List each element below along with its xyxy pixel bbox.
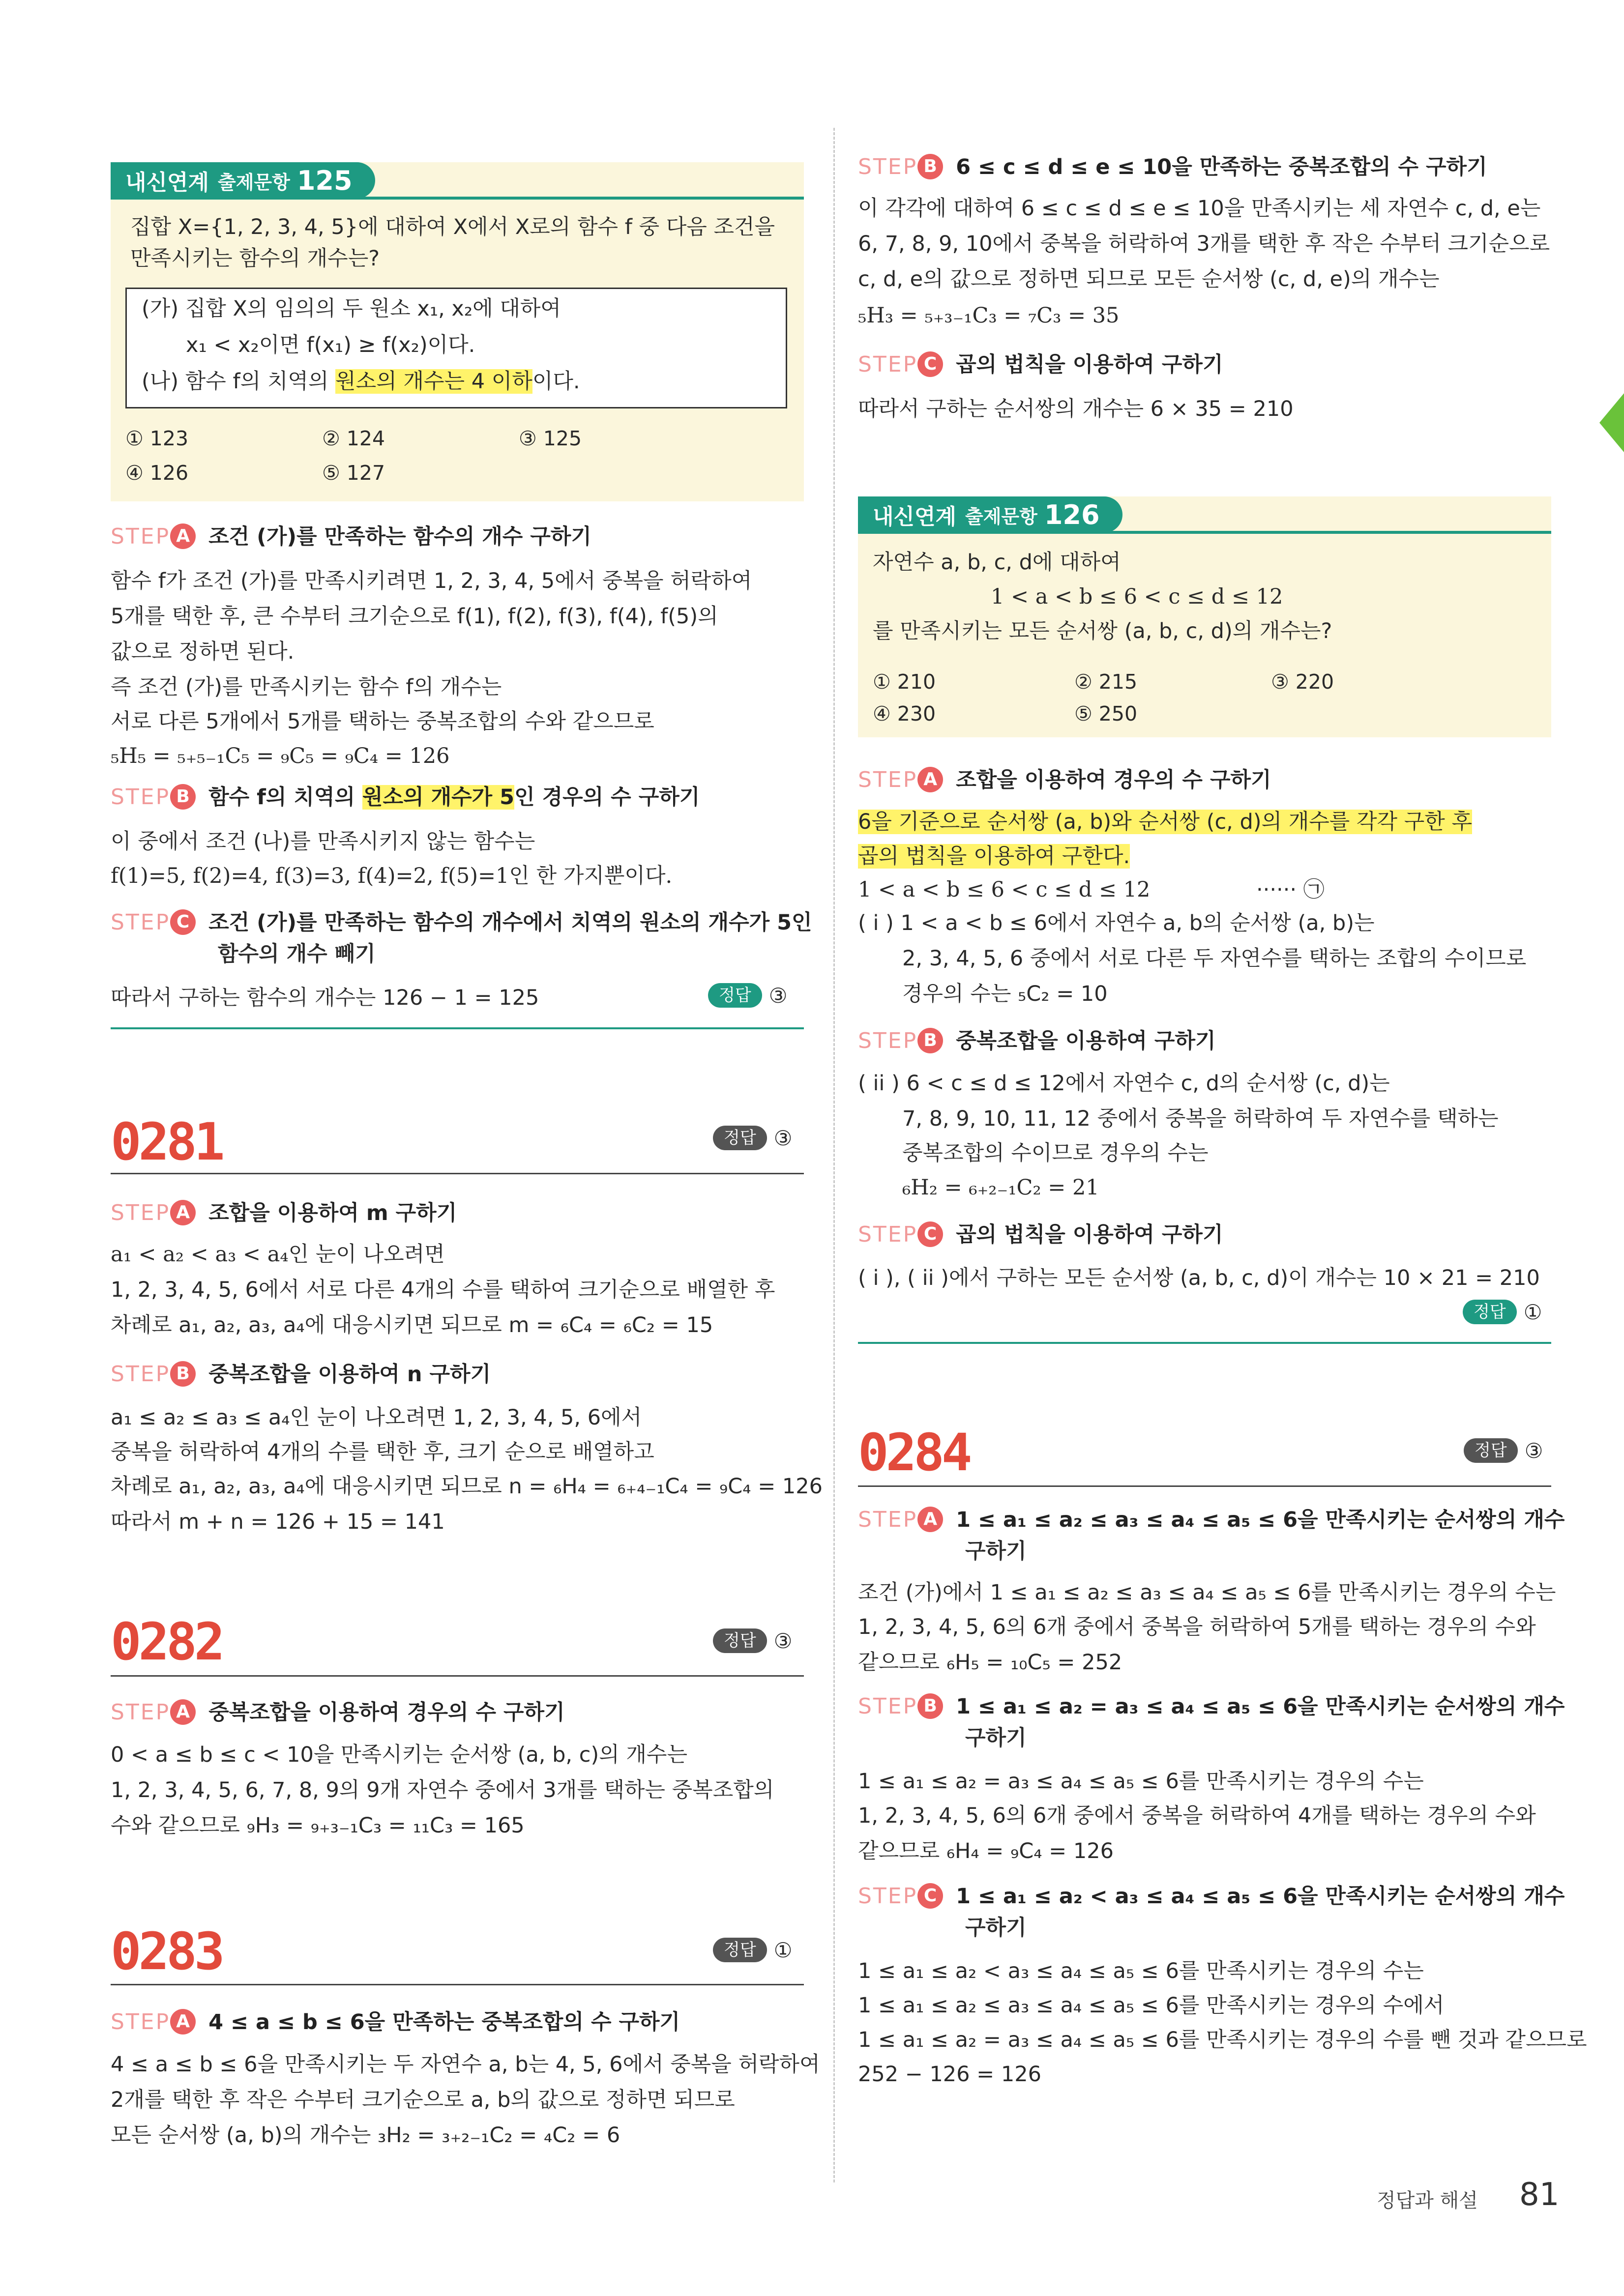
solution-line: 따라서 m + n = 126 + 15 = 141 — [111, 1510, 445, 1534]
problem-inequality: 1 < a < b ≤ 6 < c ≤ d ≤ 12 — [991, 584, 1283, 609]
column-divider — [833, 128, 835, 2182]
problem-text: 를 만족시키는 모든 순서쌍 (a, b, c, d)의 개수는? — [873, 619, 1332, 643]
choice-3[interactable]: ③ 125 — [519, 427, 582, 450]
solution-line: 즉 조건 (가)를 만족시키는 함수 f의 개수는 — [111, 675, 502, 699]
choice-2[interactable]: ② 124 — [322, 427, 385, 450]
solution-line: 0 < a ≤ b ≤ c < 10을 만족시키는 순서쌍 (a, b, c)의 개수는 — [111, 1743, 688, 1767]
solution-line: ( i ), ( ii )에서 구하는 모든 순서쌍 (a, b, c, d)이 개수는 10 × 21 = 210 — [858, 1266, 1540, 1290]
step-a-heading: STEP A 조건 (가)를 만족하는 함수의 개수 구하기 — [111, 524, 591, 549]
solution-line: 2, 3, 4, 5, 6 중에서 서로 다른 두 자연수를 택하는 조합의 수이므로 — [902, 946, 1527, 971]
solution-line: 서로 다른 5개에서 5개를 택하는 중복조합의 수와 같으므로 — [111, 709, 654, 734]
equation-mark: ······ ㉠ — [1256, 877, 1325, 902]
heading-rule — [111, 1675, 804, 1677]
problem-tag-word: 내신연계 — [125, 170, 209, 195]
solution-line: 함수 f가 조건 (가)를 만족시키려면 1, 2, 3, 4, 5에서 중복을 허락하여 — [111, 569, 752, 593]
step-a-heading: STEP A 중복조합을 이용하여 경우의 수 구하기 — [111, 1700, 565, 1725]
step-a-heading: STEP A 4 ≤ a ≤ b ≤ 6을 만족하는 중복조합의 수 구하기 — [111, 2009, 680, 2034]
section-rule — [858, 1342, 1551, 1344]
solution-line: 1, 2, 3, 4, 5, 6, 7, 8, 9의 9개 자연수 중에서 3개를 택하는 중복조합의 — [111, 1778, 774, 1802]
step-b-heading-cont: 구하기 — [965, 1726, 1027, 1750]
solution-line: 따라서 구하는 순서쌍의 개수는 6 × 35 = 210 — [858, 397, 1294, 421]
solution-line: 4 ≤ a ≤ b ≤ 6을 만족시키는 두 자연수 a, b는 4, 5, 6에서 중복을 허락하여 — [111, 2052, 820, 2077]
answer-badge: 정답 ③ — [708, 983, 787, 1008]
step-a-heading-cont: 구하기 — [965, 1539, 1027, 1564]
problem-text: 자연수 a, b, c, d에 대하여 — [873, 550, 1121, 575]
step-a-heading: STEP A 1 ≤ a₁ ≤ a₂ ≤ a₃ ≤ a₄ ≤ a₅ ≤ 6을 만족시키는 순서쌍의 개수 — [858, 1507, 1565, 1532]
solution-line: 252 − 126 = 126 — [858, 2062, 1041, 2087]
answer-badge: 정답 ③ — [1464, 1438, 1543, 1463]
step-a-heading: STEP A 조합을 이용하여 경우의 수 구하기 — [858, 767, 1271, 792]
solution-line: a₁ ≤ a₂ ≤ a₃ ≤ a₄인 눈이 나오려면 1, 2, 3, 4, 5, 6에서 — [111, 1405, 642, 1430]
solution-line: 1 ≤ a₁ ≤ a₂ = a₃ ≤ a₄ ≤ a₅ ≤ 6를 만족시키는 경우의 수는 — [858, 1769, 1424, 1794]
solution-line: 차례로 a₁, a₂, a₃, a₄에 대응시키면 되므로 n = ₆H₄ = ₆₊₄₋₁C₄ = ₉C₄ = 126 — [111, 1474, 823, 1499]
solution-line: 1, 2, 3, 4, 5, 6의 6개 중에서 중복을 허락하여 4개를 택하는 경우의 수와 — [858, 1803, 1536, 1828]
solution-line: 중복을 허락하여 4개의 수를 택한 후, 크기 순으로 배열하고 — [111, 1440, 654, 1464]
problem-number-0281: 0281 — [111, 1112, 222, 1172]
solution-formula: ₅H₅ = ₅₊₅₋₁C₅ = ₉C₅ = ₉C₄ = 126 — [111, 744, 450, 768]
solution-line: 2개를 택한 후 작은 수부터 크기순으로 a, b의 값으로 정하면 되므로 — [111, 2088, 735, 2112]
solution-line: ( ii ) 6 < c ≤ d ≤ 12에서 자연수 c, d의 순서쌍 (c, d)는 — [858, 1071, 1390, 1096]
solution-line: c, d, e의 값으로 정하면 되므로 모든 순서쌍 (c, d, e)의 개수는 — [858, 267, 1440, 291]
solution-line: 5개를 택한 후, 큰 수부터 크기순으로 f(1), f(2), f(3), f(4), f(5)의 — [111, 604, 718, 629]
problem-125-tag — [111, 162, 375, 199]
problem-number-0283: 0283 — [111, 1921, 222, 1981]
condition-box — [125, 288, 787, 408]
problem-tag-word: 내신연계 — [873, 504, 957, 529]
solution-line: 이 각각에 대하여 6 ≤ c ≤ d ≤ e ≤ 10을 만족시키는 세 자연수 c, d, e는 — [858, 196, 1541, 221]
solution-line: 같으므로 ₆H₅ = ₁₀C₅ = 252 — [858, 1650, 1122, 1675]
solution-line: 6, 7, 8, 9, 10에서 중복을 허락하여 3개를 택한 후 작은 수부터 크기순으로 — [858, 232, 1550, 256]
solution-formula: ₆H₂ = ₆₊₂₋₁C₂ = 21 — [902, 1175, 1099, 1200]
heading-rule — [858, 1485, 1551, 1487]
step-c-heading-cont: 함수의 개수 빼기 — [218, 942, 376, 966]
solution-line: 1 ≤ a₁ ≤ a₂ ≤ a₃ ≤ a₄ ≤ a₅ ≤ 6를 만족시키는 경우의 수에서 — [858, 1993, 1445, 2018]
condition-ga-cont: x₁ < x₂이면 f(x₁) ≥ f(x₂)이다. — [186, 333, 475, 357]
solution-line: 이 중에서 조건 (나)를 만족시키지 않는 함수는 — [111, 829, 535, 854]
choice-5[interactable]: ⑤ 127 — [322, 461, 385, 485]
step-b-heading: STEP B 중복조합을 이용하여 n 구하기 — [111, 1362, 491, 1387]
solution-inequality: 1 < a < b ≤ 6 < c ≤ d ≤ 12 — [858, 877, 1151, 902]
solution-line: 중복조합의 수이므로 경우의 수는 — [902, 1141, 1209, 1165]
problem-text: 만족시키는 함수의 개수는? — [130, 246, 380, 271]
choice-5[interactable]: ⑤ 250 — [1074, 702, 1138, 726]
solution-line: 모든 순서쌍 (a, b)의 개수는 ₃H₂ = ₃₊₂₋₁C₂ = ₄C₂ = 6 — [111, 2123, 620, 2148]
problem-number-0284: 0284 — [858, 1423, 970, 1482]
solution-line: 같으므로 ₆H₄ = ₉C₄ = 126 — [858, 1839, 1114, 1863]
problem-tag-small: 출제문항 — [965, 505, 1037, 527]
page-edge-tab — [1599, 393, 1624, 452]
step-c-heading-cont: 구하기 — [965, 1916, 1027, 1940]
choice-1[interactable]: ① 123 — [125, 427, 189, 450]
footer-label: 정답과 해설 — [1377, 2189, 1478, 2212]
problem-number-0282: 0282 — [111, 1612, 222, 1672]
step-c-heading: STEP C 조건 (가)를 만족하는 함수의 개수에서 치역의 원소의 개수가 5인 — [111, 910, 812, 935]
answer-badge: 정답 ① — [713, 1938, 792, 1962]
solution-line: 수와 같으므로 ₉H₃ = ₉₊₃₋₁C₃ = ₁₁C₃ = 165 — [111, 1813, 525, 1838]
step-c-heading: STEP C 1 ≤ a₁ ≤ a₂ < a₃ ≤ a₄ ≤ a₅ ≤ 6을 만족시키는 순서쌍의 개수 — [858, 1884, 1565, 1909]
solution-formula: ₅H₃ = ₅₊₃₋₁C₃ = ₇C₃ = 35 — [858, 303, 1120, 328]
problem-tag-number: 125 — [296, 165, 353, 196]
step-b-heading: STEP B 6 ≤ c ≤ d ≤ e ≤ 10을 만족하는 중복조합의 수 구하기 — [858, 154, 1487, 179]
solution-line: 차례로 a₁, a₂, a₃, a₄에 대응시키면 되므로 m = ₆C₄ = ₆C₂ = 15 — [111, 1313, 713, 1337]
solution-highlight: 곱의 법칙을 이용하여 구한다. — [858, 844, 1130, 869]
step-c-heading: STEP C 곱의 법칙을 이용하여 구하기 — [858, 1222, 1223, 1247]
heading-rule — [111, 1173, 804, 1174]
page-number: 81 — [1519, 2177, 1560, 2213]
problem-126-tag — [858, 496, 1122, 533]
solution-line: 1 ≤ a₁ ≤ a₂ = a₃ ≤ a₄ ≤ a₅ ≤ 6를 만족시키는 경우의 수를 뺀 것과 같으므로 — [858, 2028, 1587, 2052]
step-a-heading: STEP A 조합을 이용하여 m 구하기 — [111, 1200, 457, 1225]
solution-line: 따라서 구하는 함수의 개수는 126 − 1 = 125 — [111, 986, 539, 1010]
choice-4[interactable]: ④ 230 — [873, 702, 936, 726]
answer-badge: 정답 ③ — [713, 1628, 792, 1653]
condition-na: (나) 함수 f의 치역의 원소의 개수는 4 이하이다. — [142, 369, 580, 394]
solution-line: 1, 2, 3, 4, 5, 6의 6개 중에서 중복을 허락하여 5개를 택하는 경우의 수와 — [858, 1615, 1536, 1639]
solution-line: 1, 2, 3, 4, 5, 6에서 서로 다른 4개의 수를 택하여 크기순으로 배열한 후 — [111, 1278, 775, 1302]
solution-highlight: 6을 기준으로 순서쌍 (a, b)와 순서쌍 (c, d)의 개수를 각각 구한 후 — [858, 810, 1473, 834]
answer-badge: 정답 ③ — [713, 1126, 792, 1150]
choice-2[interactable]: ② 215 — [1074, 670, 1138, 694]
step-b-heading: STEP B 중복조합을 이용하여 구하기 — [858, 1028, 1216, 1053]
condition-ga: (가) 집합 X의 임의의 두 원소 x₁, x₂에 대하여 — [142, 296, 561, 321]
solution-line: ( i ) 1 < a < b ≤ 6에서 자연수 a, b의 순서쌍 (a, b)는 — [858, 911, 1375, 935]
highlight: 원소의 개수는 4 이하 — [335, 369, 532, 394]
solution-line: a₁ < a₂ < a₃ < a₄인 눈이 나오려면 — [111, 1242, 445, 1267]
step-b-heading: STEP B 1 ≤ a₁ ≤ a₂ = a₃ ≤ a₄ ≤ a₅ ≤ 6을 만족시키는 순서쌍의 개수 — [858, 1694, 1565, 1719]
choice-1[interactable]: ① 210 — [873, 670, 936, 694]
answer-badge: 정답 ① — [1463, 1300, 1542, 1324]
problem-text: 집합 X={1, 2, 3, 4, 5}에 대하여 X에서 X로의 함수 f 중 다음 조건을 — [130, 215, 775, 239]
solution-line: f(1)=5, f(2)=4, f(3)=3, f(4)=2, f(5)=1인 한 가지뿐이다. — [111, 864, 673, 888]
section-rule — [111, 1027, 804, 1029]
heading-rule — [111, 1984, 804, 1985]
solution-line: 조건 (가)에서 1 ≤ a₁ ≤ a₂ ≤ a₃ ≤ a₄ ≤ a₅ ≤ 6를 만족시키는 경우의 수는 — [858, 1580, 1556, 1605]
solution-line: 값으로 정하면 된다. — [111, 639, 295, 664]
step-c-heading: STEP C 곱의 법칙을 이용하여 구하기 — [858, 352, 1223, 377]
step-b-heading: STEP B 함수 f의 치역의 원소의 개수가 5인 경우의 수 구하기 — [111, 785, 700, 810]
solution-line: 1 ≤ a₁ ≤ a₂ < a₃ ≤ a₄ ≤ a₅ ≤ 6를 만족시키는 경우의 수는 — [858, 1959, 1424, 1983]
problem-tag-number: 126 — [1044, 499, 1100, 530]
solution-line: 경우의 수는 ₅C₂ = 10 — [902, 982, 1108, 1006]
problem-tag-small: 출제문항 — [218, 171, 290, 193]
choice-3[interactable]: ③ 220 — [1271, 670, 1334, 694]
choice-4[interactable]: ④ 126 — [125, 461, 189, 485]
solution-line: 7, 8, 9, 10, 11, 12 중에서 중복을 허락하여 두 자연수를 택하는 — [902, 1106, 1499, 1131]
